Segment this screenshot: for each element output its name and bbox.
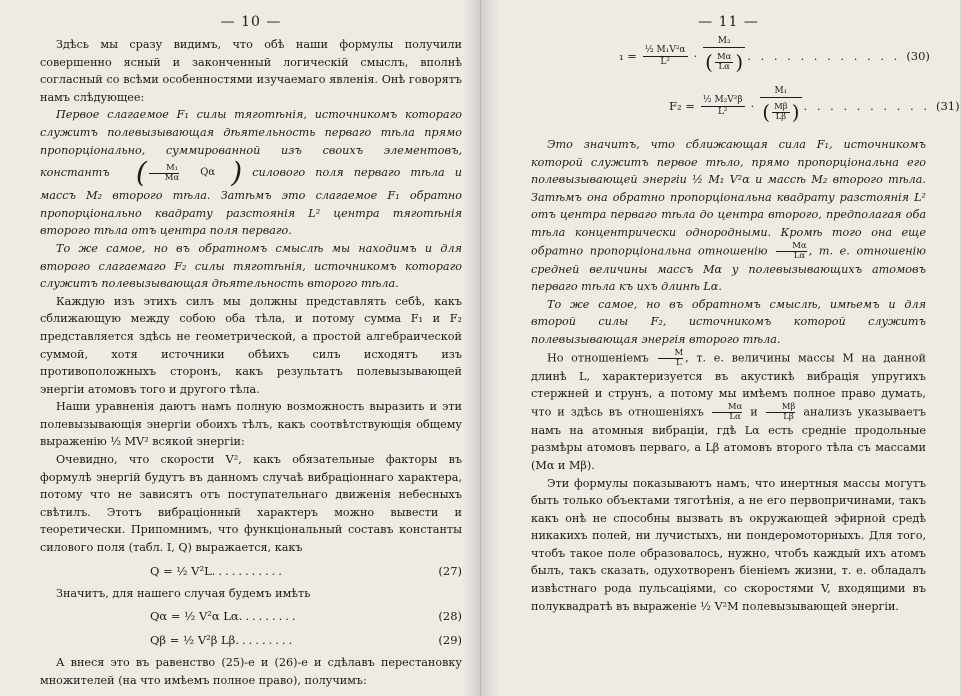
paragraph-text: анализъ указываетъ намъ на атомныя вибраціи, гдѣ Lα есть средніе продольные размѣры атомовъ перваго, а Lβ атомовъ второго тѣла съ массами (Mα и Mβ). [531, 405, 927, 472]
fraction: M₂ ( $\frac{M\alpha}{L\alpha}$ ) [705, 36, 744, 74]
gutter-shadow [462, 0, 480, 696]
fraction: $\frac{M\alpha}{L\alpha}$ [712, 403, 742, 422]
paragraph-text: Первое слагаемое F₁ силы тяготѣнія, источникомъ котораго служитъ полевызывающая дѣятельность перваго тѣла прямо пропорціонально, суммированной изъ своихъ элементовъ, константъ [40, 108, 462, 180]
paragraph: То же самое, но въ обратномъ смыслѣ мы находимъ и для второго слагаемаго F₂ силы тяготѣнія, источникомъ котораго служитъ полевызывающая дѣятельность второго тѣла. [40, 241, 462, 291]
equation-number: (30) [906, 49, 930, 63]
equation-29: Qβ = ½ V²β Lβ......... (29) [40, 630, 462, 650]
paren-close: ) [231, 156, 243, 190]
paragraph: Наши уравненія даютъ намъ полную возможность выразить и эти полевызывающія энергіи обоихъ тѣлъ, какъ соотвѣтствующія общему выраженію ½ MV² всякой энергіи: [40, 400, 462, 449]
paragraph: Здѣсь мы сразу видимъ, что обѣ наши формулы получили совершенно ясный и законченный логическій смыслъ, вполнѣ согласный со всѣми особенностями изучаемаго явленія. Онѣ говорятъ намъ слѣдующее: [40, 38, 462, 104]
fraction: $\frac{\text{½ M₂V²β}}{\text{L²}}$ [702, 94, 743, 117]
right-page [480, 0, 960, 696]
paragraph-text: Но отношеніемъ [547, 351, 649, 365]
paragraph [531, 136, 926, 296]
paragraph: Очевидно, что скорости V², какъ обязательные факторы въ формулѣ энергій будутъ въ данномъ случаѣ вибраціоннаго характера, потому что не зависятъ отъ поступательнаго движенія небесныхъ свѣтилъ. Этотъ вибраціонный характеръ можно вывести и теоретически. Припомнимъ, что функціональный составъ константы силового поля (табл. I, Q) выражается, какъ [40, 453, 462, 555]
paragraph: Каждую изъ этихъ силъ мы должны представлять себѣ, какъ сближающую между собою оба тѣла, и потому сумма F₁ и F₂ представляется здѣсь не геометрической, а простой алгебраической суммой, хотя источники обѣихъ силъ исходятъ изъ противоположныхъ сторонъ, какъ результатъ полевызывающей энергіи атомовъ того и другого тѣла. [40, 294, 462, 396]
gutter-shadow [481, 0, 499, 696]
paragraph: Значитъ, для нашего случая будемъ имѣть [56, 586, 311, 600]
paragraph: То же самое, но въ обратномъ смыслѣ, имѣемъ и для второй силы F₂, источникомъ которой служитъ полевызывающая энергія второго тѣла. [531, 297, 926, 346]
equation-number: (31) [935, 99, 960, 113]
fraction: $\frac{\text{½ M₁V²α}}{\text{L²}}$ [644, 44, 686, 67]
paragraph: Но отношеніемъ $\frac{M}{L}$ , т. е. величины массы M на данной длинѣ L, характеризуется въ акустикѣ вибрація упругихъ стержней и струнъ, а потому мы имѣемъ полное право думать, что и здѣсь въ отношеніяхъ $\frac{M\alpha}{L\alpha}$ и $\frac{M\beta}{L\beta}$ анализъ указываетъ намъ на атомныя вибраціи, гдѣ Lα есть средніе продольные размѣры атомовъ перваго, а Lβ атомовъ второго тѣла съ массами (Mα и Mβ). [531, 347, 927, 472]
fraction: M₁ ( $\frac{M\beta}{L\beta}$ ) [762, 86, 800, 124]
equation-31: F₂ = $\frac{\text{½ M₂V²β}}{\text{L²}}$ · M₁ ( $\frac{M\beta}{L\beta}$ ) . . . . . . . . . . (31) [669, 86, 960, 124]
equation-number: (27) [438, 563, 462, 578]
paren-open: ( [135, 156, 147, 190]
page-number: — 10 — [220, 14, 282, 30]
paragraph-text: силового поля перваго тѣла и массъ M₂ второго тѣла. Затѣмъ это слагаемое F₁ обратно пропорціонально квадрату разстоянія L² центра тяготѣнія второго тѣла отъ центра поля перваго. [40, 166, 462, 238]
paragraph-text: Это значитъ, что сближающая сила F₁, источникомъ которой служитъ первое тѣло, прямо пропорціональна его полевызывающей энергіи ½ M₁ V²α и массѣ M₂ второго тѣла. Затѣмъ она обратно пропорціональна квадрату разстоянія L² отъ центра перваго тѣла до центра второго, предполагая оба тѣла концентрически однородными. Кромѣ того она еще обратно пропорціональна отношенію [531, 138, 926, 258]
equation-28: Qα = ½ V²α Lα......... (28) [40, 606, 462, 626]
paragraph-text: , т. е. отношенію средней величины массъ Mα у полевызывающихъ атомовъ перваго тѣла къ ихъ длинѣ Lα. [531, 244, 926, 294]
page-number: — 11 — [698, 14, 759, 30]
paragraph: Эти формулы показываютъ намъ, что инертныя массы могутъ быть только объектами тяготѣнія, а не его первопричинами, такъ какъ онѣ не способны вызвать въ окружающей эфирной средѣ никакихъ полей, ни лучистыхъ, ни пондеромоторныхъ. Для того, чтобъ такое поле образовалось, нужно, чтобъ каждый ихъ атомъ былъ, такъ сказать, одухотворенъ біеніемъ жизни, т. е. обладалъ извѣстнаго рода пульсаціями, со скоростями V, входящими въ полуквадратѣ въ выраженіе ½ V²M полевызывающей энергіи. [531, 476, 926, 613]
fraction: $\frac{\text{M₁}}{M\alpha}$ [149, 164, 179, 183]
paragraph [40, 106, 462, 240]
bracket-expression: ( $\frac{\text{M₁}}{M\alpha}$ Qα ) [120, 159, 242, 187]
left-page [0, 0, 480, 696]
paragraph-text: , т. е. величины массы M на данной длинѣ L, характеризуется въ акустикѣ вибрація упругихъ стержней и струнъ, а потому мы имѣемъ полное право думать, что и здѣсь въ отношеніяхъ [531, 351, 926, 419]
paragraph: А внеся это въ равенство (25)-е и (26)-е и сдѣлавъ перестановку множителей (на что имѣемъ полное право), получимъ: [40, 656, 462, 687]
equation-number: (29) [438, 633, 462, 648]
fraction: $\frac{M}{L}$ [658, 349, 683, 368]
equation-number: (28) [438, 609, 462, 624]
equation-30: ₁ = $\frac{\text{½ M₁V²α}}{\text{L²}}$ · M₂ ( $\frac{M\alpha}{L\alpha}$ ) . . . . . . . . . . . . (30) [619, 36, 930, 74]
fraction: $\frac{M\beta}{L\beta}$ [766, 403, 796, 422]
fraction: $\frac{M\alpha}{L\alpha}$ [776, 242, 806, 261]
equation-27: Q = ½ V²L........... (27) [40, 561, 462, 581]
